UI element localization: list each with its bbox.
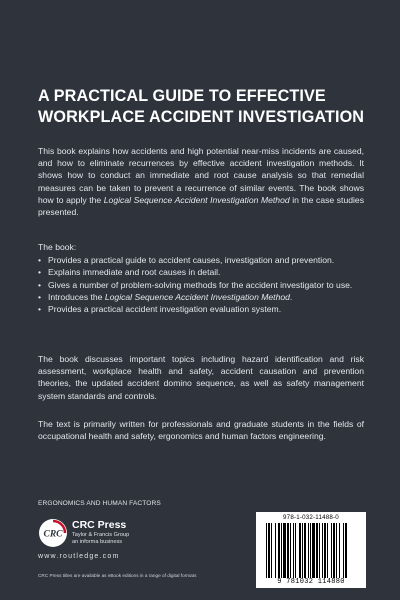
list-item-text: Explains immediate and root causes in detail.	[48, 267, 221, 278]
intro-text-end: in the case studies presented.	[38, 194, 364, 218]
crc-press-logo-icon	[38, 518, 68, 548]
list-item	[38, 279, 358, 291]
title-line-1: A PRACTICAL GUIDE TO EFFECTIVE	[38, 87, 326, 105]
audience-paragraph: The text is primarily written for professionals and graduate students in the fields of occupational health and safety, ergonomics and human factors engineering.	[38, 419, 364, 442]
barcode-bar	[312, 523, 315, 578]
method-name: Logical Sequence Accident Investigation Method	[104, 291, 290, 302]
barcode-bar	[278, 523, 280, 578]
list-item-text-end: .	[289, 291, 293, 302]
barcode-bar	[319, 523, 320, 578]
barcode-bar	[316, 523, 318, 578]
bullet-icon: •	[38, 304, 42, 315]
publisher-name: CRC Press	[72, 519, 127, 531]
topics-paragraph: The book discusses important topics including hazard identification and risk assessment, workplace health and safety, accident causation and prevention theories, the updated accident domino sequence, as well as safety management system standards and controls.	[38, 354, 364, 401]
logo-text: CRC	[43, 529, 63, 540]
barcode-bar	[271, 523, 272, 578]
list-item-text: Provides a practical guide to accident causes, investigation and prevention.	[48, 255, 335, 265]
feature-list	[38, 254, 358, 315]
list-item-text: Provides a practical accident investigation evaluation system.	[48, 304, 282, 315]
publisher-sub-2: an informa business	[72, 539, 123, 545]
list-item	[38, 303, 358, 315]
bullet-icon: •	[38, 279, 42, 290]
barcode-bar	[290, 523, 291, 578]
barcode-bar	[333, 523, 335, 578]
barcode-bar	[268, 523, 270, 578]
barcode-bar	[302, 523, 303, 578]
list-intro: The book:	[38, 242, 77, 252]
barcode	[256, 512, 366, 588]
barcode-bar	[343, 523, 344, 578]
barcode-bars	[266, 523, 356, 578]
publisher-group	[72, 532, 129, 546]
bullet-icon: •	[38, 255, 42, 265]
barcode-bar	[322, 523, 323, 578]
series-name: ERGONOMICS AND HUMAN FACTORS	[38, 500, 161, 507]
list-item	[38, 291, 358, 303]
list-item-text: Introduces the	[48, 291, 105, 302]
book-title	[38, 86, 378, 128]
title-line-2: WORKPLACE ACCIDENT INVESTIGATION	[38, 108, 365, 126]
barcode-bar	[299, 523, 301, 578]
barcode-bar	[336, 523, 337, 578]
barcode-bar	[293, 523, 294, 578]
publisher-sub-1: Taylor & Francis Group	[72, 532, 130, 538]
method-name: Logical Sequence Accident Investigation Method	[103, 194, 290, 205]
barcode-bar	[331, 523, 332, 578]
barcode-bar	[275, 523, 276, 578]
barcode-bar	[287, 523, 289, 578]
bullet-icon: •	[38, 291, 42, 302]
isbn: 978-1-032-11488-0	[283, 514, 339, 521]
barcode-bar	[308, 523, 309, 578]
intro-text: This book explains how accidents and high potential near-miss incidents are caused, and how to eliminate recurrences by effective accident investigation methods. It shows how to conduct an immediate and root cause analysis so that remedial measures can be taken to prevent a recurrence of similar events. The book shows how to apply the	[38, 146, 364, 205]
list-item	[38, 254, 358, 266]
publisher-url[interactable]: www.routledge.com	[38, 553, 120, 560]
barcode-bar	[295, 523, 296, 578]
barcode-bar	[310, 523, 311, 578]
barcode-bar	[339, 523, 340, 578]
barcode-bar	[327, 523, 328, 578]
barcode-bar	[345, 523, 347, 578]
barcode-bar	[324, 523, 326, 578]
barcode-digits: 9 781032 114880	[277, 578, 345, 586]
barcode-bar	[304, 523, 306, 578]
barcode-bar	[266, 523, 267, 578]
barcode-bar	[281, 523, 282, 578]
ebook-note: CRC Press titles are available as eBook editions in a range of digital formats	[38, 573, 197, 578]
list-item	[38, 266, 358, 278]
barcode-bar	[283, 523, 286, 578]
list-item-text: Gives a number of problem-solving methods for the accident investigator to use.	[48, 279, 353, 290]
bullet-icon: •	[38, 267, 42, 278]
intro-paragraph	[38, 145, 364, 218]
